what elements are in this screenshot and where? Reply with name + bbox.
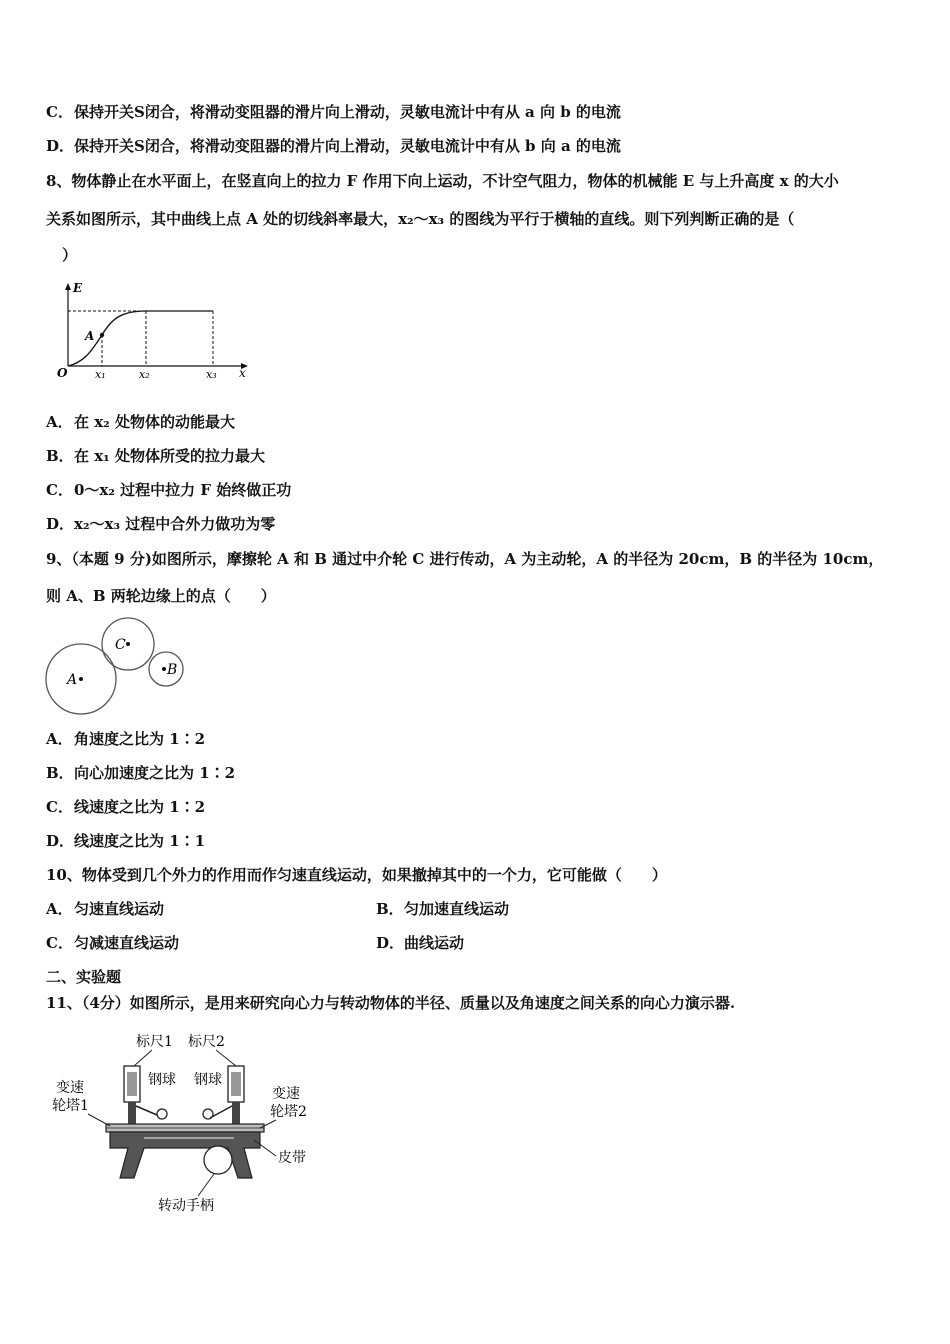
option-label: A． <box>46 413 73 431</box>
option-label: D． <box>46 832 75 850</box>
energy-height-graph <box>50 280 260 380</box>
base-body <box>110 1132 260 1178</box>
tower1-leader <box>88 1114 110 1126</box>
y-axis-label: E <box>73 281 83 295</box>
wheel-a-label: A <box>67 672 78 688</box>
tower2-label-line1: 变速 <box>272 1086 300 1102</box>
option-label: C． <box>46 481 73 499</box>
centripetal-force-apparatus-figure <box>48 1028 338 1218</box>
friction-wheels-figure <box>40 612 200 722</box>
q8-option-c <box>46 480 291 500</box>
wheel-c-label: C <box>115 637 126 653</box>
option-label: B． <box>376 900 404 918</box>
tick-x1: x₁ <box>95 368 106 380</box>
q8-option-b <box>46 446 265 466</box>
option-text: 向心加速度之比为 1∶2 <box>74 764 236 782</box>
q10-stem: 10、物体受到几个外力的作用而作匀速直线运动，如果撤掉其中的一个力，它可能做（ ） <box>46 866 667 884</box>
ruler2-leader <box>216 1050 236 1066</box>
q9-option-a <box>46 729 205 749</box>
q9-option-d <box>46 831 205 851</box>
point-a-label: A <box>85 329 95 343</box>
q7-option-d <box>46 136 621 156</box>
ruler1-label: 标尺1 <box>136 1034 173 1050</box>
option-label: D． <box>376 934 405 952</box>
q10-option-b <box>376 899 509 919</box>
option-text: 在 x₁ 处物体所受的拉力最大 <box>74 447 265 465</box>
point-a-dot <box>100 333 104 337</box>
ruler2-label: 标尺2 <box>188 1034 225 1050</box>
option-label: B． <box>46 447 74 465</box>
handle-wheel <box>204 1146 232 1174</box>
ruler1-leader <box>134 1050 152 1066</box>
option-text: 曲线运动 <box>404 934 465 952</box>
option-text: 0～x₂ 过程中拉力 F 始终做正功 <box>74 481 292 499</box>
option-text: 匀加速直线运动 <box>404 900 510 918</box>
origin-label: O <box>57 366 68 380</box>
x-axis-label: x <box>239 366 246 380</box>
q9-option-c <box>46 797 205 817</box>
q11-stem: 11、（4分）如图所示，是用来研究向心力与转动物体的半径、质量以及角速度之间关系的向心力演示器. <box>46 994 736 1012</box>
q7-option-c <box>46 102 621 122</box>
q10-option-a <box>46 899 164 919</box>
option-label: D． <box>46 137 75 155</box>
center-c-dot <box>126 642 130 646</box>
tower1-label-line2: 轮塔1 <box>52 1098 89 1114</box>
option-text: x₂～x₃ 过程中合外力做功为零 <box>74 515 276 533</box>
section-title: 二、实验题 <box>46 968 122 986</box>
option-text: 保持开关S闭合，将滑动变阻器的滑片向上滑动，灵敏电流计中有从 b 向 a 的电流 <box>74 137 621 155</box>
tick-x3: x₃ <box>206 368 217 380</box>
option-text: 匀减速直线运动 <box>74 934 180 952</box>
option-text: 线速度之比为 1∶2 <box>74 798 206 816</box>
wheel-b-label: B <box>167 662 178 678</box>
q8-option-d <box>46 514 275 534</box>
q10-option-c <box>46 933 179 953</box>
option-label: B． <box>46 764 74 782</box>
q9-stem-line2: 则 A、B 两轮边缘上的点（ ） <box>46 587 276 605</box>
option-label: C． <box>46 934 73 952</box>
steel-ball1 <box>157 1109 167 1119</box>
q8-stem-line2: 关系如图所示，其中曲线上点 A 处的切线斜率最大，x₂～x₃ 的图线为平行于横轴的直线。则下列判断正确的是（ <box>46 210 795 228</box>
q8-stem-line1: 8、物体静止在水平面上，在竖直向上的拉力 F 作用下向上运动，不计空气阻力，物体的机械能 E 与上升高度 x 的大小 <box>46 172 839 190</box>
option-label: D． <box>46 515 75 533</box>
tower1-label-line1: 变速 <box>56 1080 84 1096</box>
q9-option-b <box>46 763 235 783</box>
handle-label: 转动手柄 <box>158 1198 214 1214</box>
tick-x2: x₂ <box>139 368 150 380</box>
belt-label: 皮带 <box>278 1150 306 1166</box>
ball2-label: 钢球 <box>194 1072 222 1088</box>
option-label: C． <box>46 798 73 816</box>
tower2-label-line2: 轮塔2 <box>270 1104 307 1120</box>
option-text: 线速度之比为 1∶1 <box>74 832 206 850</box>
center-b-dot <box>162 667 166 671</box>
ball1-label: 钢球 <box>148 1072 176 1088</box>
q10-option-d <box>376 933 464 953</box>
option-text: 在 x₂ 处物体的动能最大 <box>74 413 235 431</box>
q9-stem-line1: 9、（本题 9 分)如图所示，摩擦轮 A 和 B 通过中介轮 C 进行传动，A 为主动轮，A 的半径为 20cm，B 的半径为 10cm， <box>46 550 884 568</box>
option-label: A． <box>46 900 73 918</box>
option-label: C． <box>46 103 73 121</box>
q8-stem-line3: ） <box>62 246 78 264</box>
y-axis-arrow-icon <box>65 283 71 290</box>
option-text: 角速度之比为 1∶2 <box>74 730 206 748</box>
q8-option-a <box>46 412 235 432</box>
ruler1-scale <box>127 1072 137 1096</box>
handle-leader <box>198 1174 214 1196</box>
arm2 <box>210 1106 232 1118</box>
option-label: A． <box>46 730 73 748</box>
option-text: 保持开关S闭合，将滑动变阻器的滑片向上滑动，灵敏电流计中有从 a 向 b 的电流 <box>74 103 621 121</box>
option-text: 匀速直线运动 <box>74 900 165 918</box>
center-a-dot <box>79 677 83 681</box>
ruler2-scale <box>231 1072 241 1096</box>
